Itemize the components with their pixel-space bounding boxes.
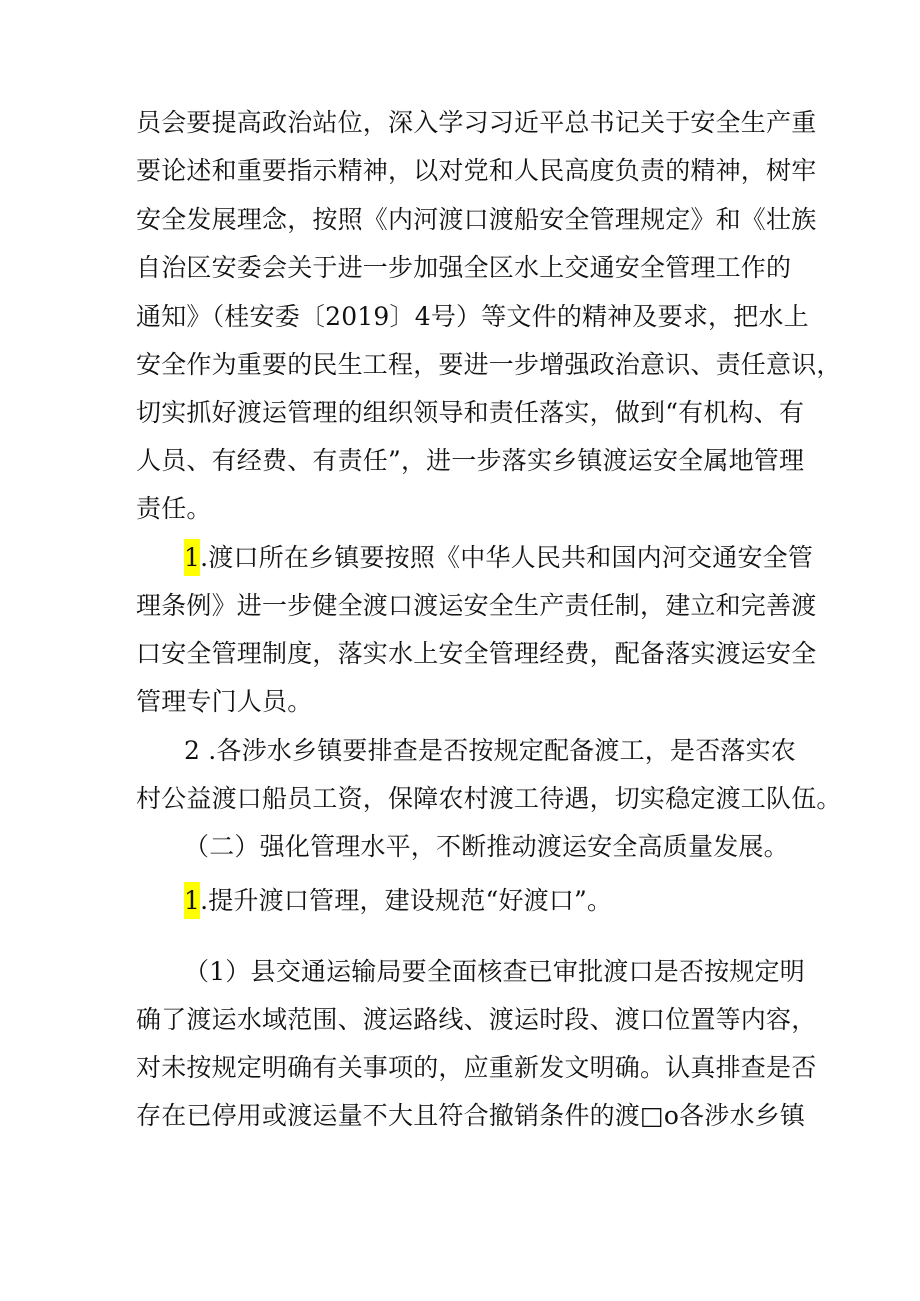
sub1-line-4: 存在已停用或渡运量不大且符合撤销条件的渡□o各涉水乡镇	[136, 1101, 806, 1130]
highlighted-number: 1	[184, 882, 200, 919]
item3-line	[184, 885, 612, 917]
highlighted-number: 1	[184, 539, 200, 576]
sub1-line-2: 确了渡运水域范围、渡运路线、渡运时段、渡口位置等内容，	[136, 1005, 817, 1034]
para1-line-3: 安全发展理念，按照《内河渡口渡船安全管理规定》和《壮族	[136, 205, 817, 234]
para1-line-5: 通知》（桂安委〔2019〕4号）等文件的精神及要求，把水上	[136, 302, 809, 331]
item2-line-1: 2 .各涉水乡镇要排查是否按规定配备渡工，是否落实农	[184, 736, 797, 765]
para1-line-1: 员会要提高政治站位，深入学习习近平总书记关于安全生产重	[136, 108, 817, 137]
item1-line-2: 理条例》进一步健全渡口渡运安全生产责任制，建立和完善渡	[136, 591, 817, 620]
item1-line-4: 管理专门人员。	[136, 687, 313, 716]
item1-line-1	[184, 542, 813, 574]
item1-line-3: 口安全管理制度，落实水上安全管理经费，配备落实渡运安全	[136, 639, 817, 668]
item2-line-2: 村公益渡口船员工资，保障农村渡工待遇，切实稳定渡工队伍。	[136, 784, 842, 813]
para1-line-6: 安全作为重要的民生工程，要进一步增强政治意识、责任意识，	[136, 350, 842, 379]
item3-text: .提升渡口管理，建设规范“好渡口”。	[200, 886, 613, 915]
para1-line-4: 自治区安委会关于进一步加强全区水上交通安全管理工作的	[136, 253, 792, 282]
para1-line-2: 要论述和重要指示精神，以对党和人民高度负责的精神，树牢	[136, 156, 817, 185]
para1-line-9: 责任。	[136, 494, 212, 523]
item1-line-1-text: .渡口所在乡镇要按照《中华人民共和国内河交通安全管	[200, 543, 814, 572]
sub1-line-1: （1）县交通运输局要全面核查已审批渡口是否按规定明	[184, 957, 805, 986]
para1-line-7: 切实抓好渡运管理的组织领导和责任落实，做到“有机构、有	[136, 398, 805, 427]
para1-line-8: 人员、有经费、有责任”，进一步落实乡镇渡运安全属地管理	[136, 446, 805, 475]
section-heading: （二）强化管理水平，不断推动渡运安全高质量发展。	[184, 832, 789, 861]
sub1-line-3: 对未按规定明确有关事项的，应重新发文明确。认真排查是否	[136, 1053, 817, 1082]
